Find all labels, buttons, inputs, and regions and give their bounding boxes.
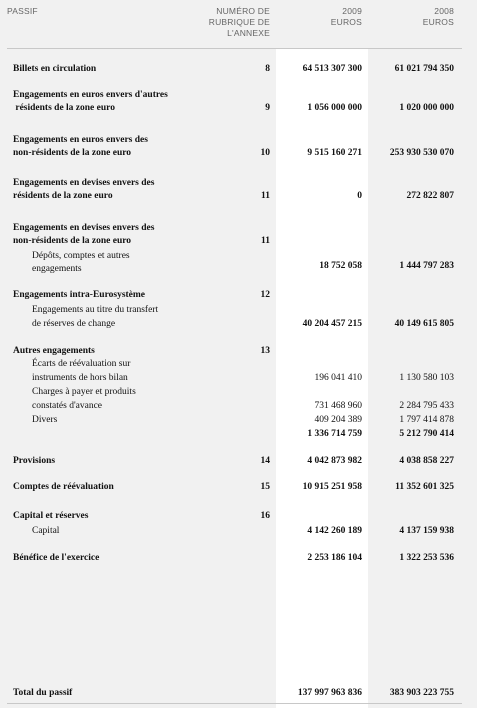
row-sublabel: Écarts de réévaluation sur [32, 359, 131, 369]
row-label: Billets en circulation [13, 64, 97, 74]
row-value-2009: 40 204 457 215 [302, 319, 362, 329]
row-value-2008: 61 021 794 350 [394, 64, 454, 74]
row-value-2008: 11 352 601 325 [395, 482, 454, 492]
row-value-2009: 4 042 873 982 [307, 456, 362, 466]
row-value-2008: 2 284 795 433 [399, 401, 454, 411]
row-rubrique: 12 [260, 290, 270, 300]
row-value-2009: 64 513 307 300 [302, 64, 362, 74]
row-value-2008: 383 903 223 755 [389, 688, 454, 698]
row-label: non-résidents de la zone euro [13, 148, 132, 158]
row-value-2009: 2 253 186 104 [307, 553, 362, 563]
row-value-2009: 18 752 058 [319, 261, 362, 271]
header-2008-unit: EUROS [422, 17, 454, 27]
row-value-2008: 1 444 797 283 [399, 261, 454, 271]
row-label: non-résidents de la zone euro [13, 236, 132, 246]
row-value-2008: 253 930 530 070 [389, 148, 454, 158]
header-rubrique-line2: RUBRIQUE DE [208, 17, 270, 27]
row-value-2008: 1 130 580 103 [399, 373, 454, 383]
row-label: Bénéfice de l'exercice [13, 553, 100, 563]
row-rubrique: 9 [265, 103, 270, 113]
row-label: Total du passif [13, 688, 73, 698]
row-label: Engagements en euros envers des [13, 135, 148, 145]
row-rubrique: 16 [260, 511, 270, 521]
row-sublabel: Engagements au titre du transfert [32, 305, 159, 315]
header-divider [7, 48, 462, 49]
row-sublabel: constatés d'avance [32, 401, 103, 411]
row-sublabel: Dépôts, comptes et autres [32, 251, 130, 261]
header-2009-year: 2009 [342, 6, 362, 16]
row-value-2008: 4 137 159 938 [399, 526, 454, 536]
row-label: Capital et réserves [13, 511, 89, 521]
row-sublabel: de réserves de change [32, 319, 116, 329]
row-value-2008: 40 149 615 805 [394, 319, 454, 329]
row-label: Provisions [13, 456, 56, 466]
row-rubrique: 15 [260, 482, 270, 492]
row-label: Engagements en devises envers des [13, 223, 155, 233]
header-2009 [296, 6, 362, 28]
row-rubrique: 13 [260, 346, 270, 356]
row-value-2009: 1 336 714 759 [307, 429, 362, 439]
row-rubrique: 11 [261, 191, 270, 201]
row-value-2009: 1 056 000 000 [307, 103, 362, 113]
row-rubrique: 8 [265, 64, 270, 74]
row-sublabel: Charges à payer et produits [32, 387, 136, 397]
row-value-2009: 196 041 410 [314, 373, 362, 383]
row-value-2009: 0 [357, 191, 362, 201]
header-2008-year: 2008 [434, 6, 454, 16]
row-sublabel: instruments de hors bilan [32, 373, 128, 383]
row-value-2009: 137 997 963 836 [297, 688, 362, 698]
row-value-2009: 10 915 251 958 [302, 482, 362, 492]
header-rubrique [196, 6, 270, 39]
row-value-2009: 4 142 260 189 [307, 526, 362, 536]
row-label: Engagements en euros envers d'autres [13, 90, 168, 100]
row-value-2008: 4 038 858 227 [399, 456, 454, 466]
row-sublabel: Divers [32, 415, 58, 425]
header-passif: PASSIF [7, 6, 38, 16]
row-sublabel: engagements [32, 264, 82, 274]
header-2008 [388, 6, 454, 28]
header-2009-unit: EUROS [330, 17, 362, 27]
bottom-divider [7, 703, 462, 704]
row-label: résidents de la zone euro [13, 103, 115, 113]
row-rubrique: 11 [261, 236, 270, 246]
row-value-2008: 1 797 414 878 [399, 415, 454, 425]
row-sublabel: Capital [32, 526, 60, 536]
row-label: Engagements en devises envers des [13, 178, 155, 188]
row-rubrique: 10 [260, 148, 270, 158]
row-value-2008: 5 212 790 414 [399, 429, 454, 439]
row-value-2009: 9 515 160 271 [307, 148, 362, 158]
row-label: Engagements intra-Eurosystème [13, 290, 146, 300]
row-value-2008: 1 020 000 000 [399, 103, 454, 113]
row-label: Autres engagements [13, 346, 95, 356]
row-value-2009: 409 204 389 [314, 415, 362, 425]
row-rubrique: 14 [260, 456, 270, 466]
row-label: résidents de la zone euro [13, 191, 113, 201]
header-rubrique-line3: L'ANNEXE [227, 28, 270, 38]
header-rubrique-line1: NUMÉRO DE [216, 6, 270, 16]
row-value-2008: 1 322 253 536 [399, 553, 454, 563]
row-label: Comptes de réévaluation [13, 482, 114, 492]
row-value-2008: 272 822 807 [406, 191, 454, 201]
row-value-2009: 731 468 960 [314, 401, 362, 411]
